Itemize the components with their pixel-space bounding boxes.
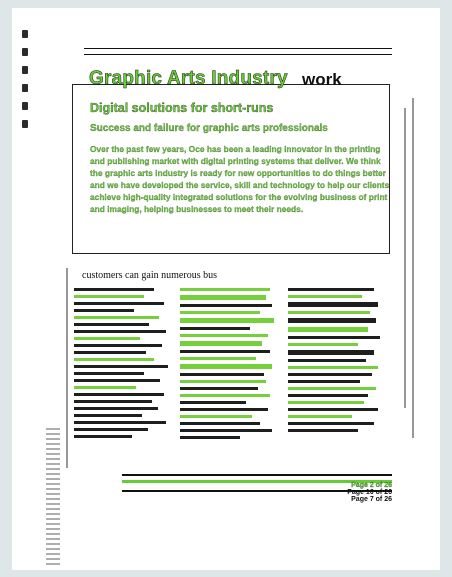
header-rule (84, 54, 392, 55)
scan-artifact (404, 108, 406, 408)
scan-artifact (412, 98, 414, 438)
lead-line: customers can gain numerous bus (82, 270, 217, 281)
intro-paragraph: Over the past few years, Oce has been a leading innovator in the printing and publishing market with digital printing systems that deliver. We think the graphic arts industry is ready for new opportunities to do things better and we have developed the service, skill and technology to help our clients achieve high-quality integrated solutions for the evolving business of print and imaging, helping businesses to meet their needs. (90, 144, 390, 214)
punch-hole (22, 102, 28, 110)
scan-artifact (66, 268, 68, 468)
document-deck: Success and failure for graphic arts professionals (90, 123, 328, 134)
scanned-document-page (12, 8, 440, 570)
scan-smudge (46, 428, 60, 568)
punch-hole (22, 30, 28, 38)
punch-hole (22, 84, 28, 92)
text-column-1 (74, 288, 172, 442)
text-column-2 (180, 288, 278, 443)
punch-hole (22, 48, 28, 56)
document-subtitle: Digital solutions for short-runs (90, 101, 274, 115)
page-number-1: Page 2 of 26 (351, 482, 392, 489)
document-title: Graphic Arts Industry (89, 68, 288, 89)
title-tail-text: work (302, 70, 342, 89)
header-rule (84, 48, 392, 49)
text-column-3 (288, 288, 386, 436)
footer-rule (122, 474, 392, 476)
punch-hole (22, 66, 28, 74)
page-number-3: Page 7 of 26 (351, 496, 392, 503)
punch-hole (22, 120, 28, 128)
page-number-2: Page 10 of 26 (347, 489, 392, 496)
